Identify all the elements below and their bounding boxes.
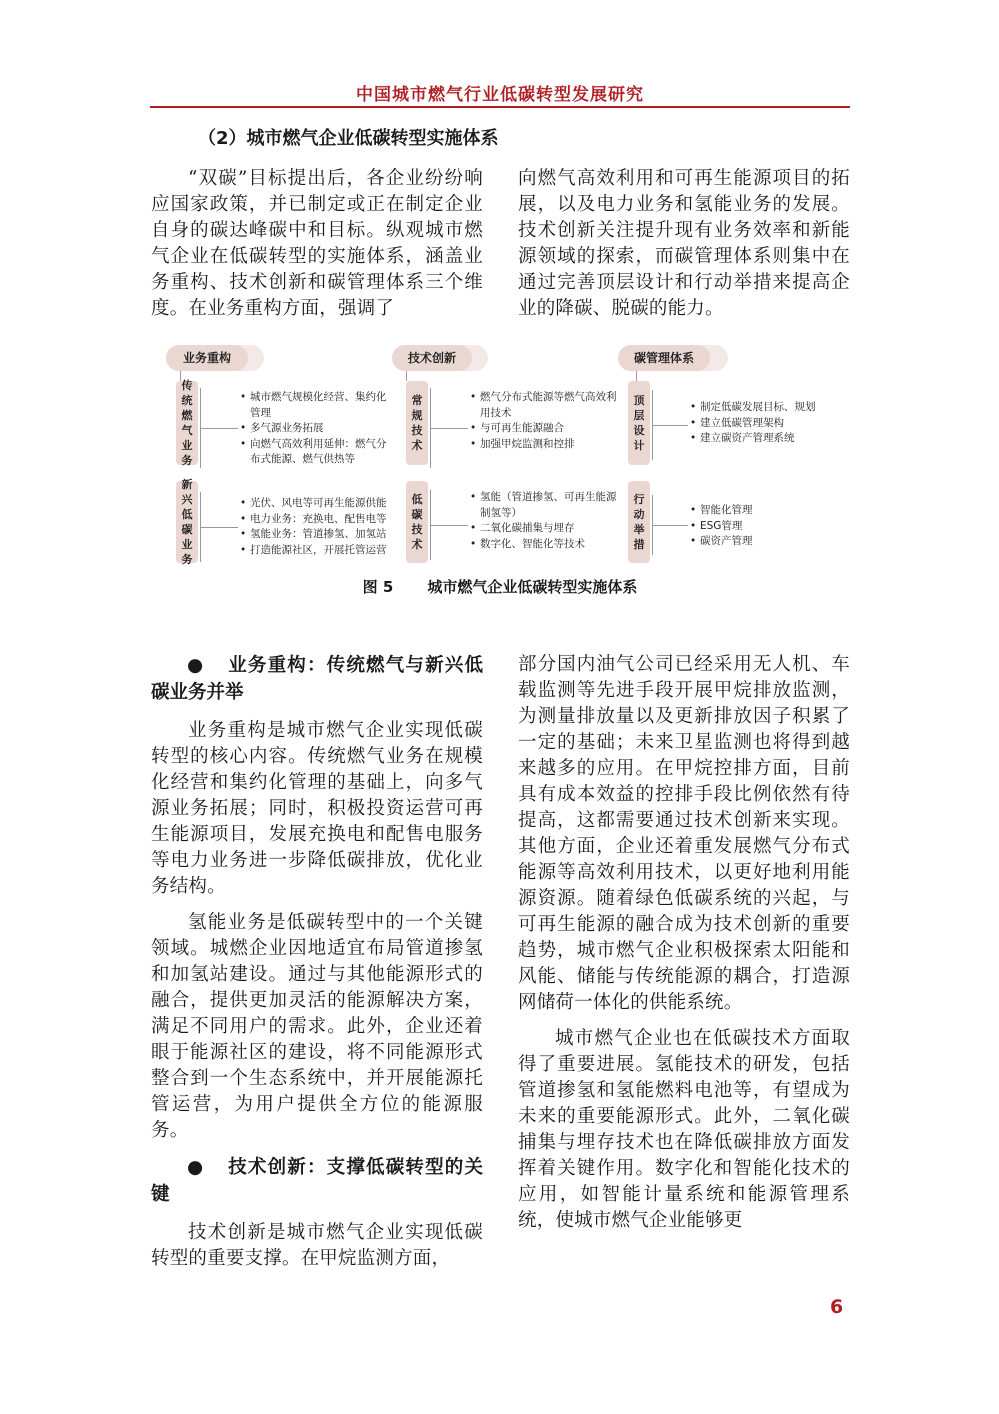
group-label-traditional: 传统燃气业务 <box>176 381 198 465</box>
intro-left-column <box>151 166 483 332</box>
body-paragraph: 氢能业务是低碳转型中的一个关键领域。城燃企业因地适宜布局管道掺氢和加氢站建设。通过与其他能源形式的融合，提供更加灵活的能源解决方案，满足不同用户的需求。此外，企业还着眼于能源社区的建设，将不同能源形式整合到一个生态系统中，并开展能源托管运营，为用户提供全方位的能源服务。 <box>151 912 483 1141</box>
list-traditional <box>240 390 390 468</box>
group-label-actions: 行动举措 <box>628 481 650 563</box>
connector <box>200 428 238 429</box>
connector <box>430 525 468 526</box>
connector <box>652 425 688 426</box>
list-item: • 城市燃气规模化经营、集约化管理 <box>240 390 390 421</box>
list-item: • 碳资产管理 <box>690 534 840 550</box>
body-right-column <box>518 652 850 1244</box>
list-item: • 光伏、风电等可再生能源供能 <box>240 496 400 512</box>
page-number: 6 <box>830 1296 844 1318</box>
implementation-system-diagram <box>166 340 856 570</box>
list-item: • 打造能源社区，开展托管运营 <box>240 543 400 559</box>
group-label-top-design: 顶层设计 <box>628 381 650 465</box>
list-item: • 二氧化碳捕集与埋存 <box>470 521 620 537</box>
connector <box>636 371 637 381</box>
column-title-business: 业务重构 <box>166 345 248 371</box>
bullet-heading-text: 技术创新：支撑低碳转型的关键 <box>151 1157 483 1205</box>
body-paragraph: 业务重构是城市燃气企业实现低碳转型的核心内容。传统燃气业务在规模化经营和集约化管理的基础上，向多气源业务拓展；同时，积极投资运营可再生能源项目，发展充换电和配售电服务等电力业务进一步降低碳排放，优化业务结构。 <box>151 720 483 897</box>
figure-number: 图 5 <box>362 578 394 596</box>
column-title-carbon-mgmt: 碳管理体系 <box>618 345 710 371</box>
list-item: • 氢能（管道掺氢、可再生能源制氢等） <box>470 490 620 521</box>
list-item: • 电力业务：充换电、配售电等 <box>240 512 400 528</box>
header-divider <box>150 106 850 108</box>
section-heading: （2）城市燃气企业低碳转型实施体系 <box>198 128 499 149</box>
list-item: • ESG管理 <box>690 519 840 535</box>
list-item: • 向燃气高效利用延伸：燃气分布式能源、燃气供热等 <box>240 437 390 468</box>
list-item: • 制定低碳发展目标、规划 <box>690 400 840 416</box>
bullet-heading-business <box>151 652 483 706</box>
running-header: 中国城市燃气行业低碳转型发展研究 <box>356 85 644 105</box>
group-label-conventional: 常规技术 <box>406 381 428 465</box>
list-conventional <box>470 390 620 452</box>
connector <box>406 371 407 381</box>
figure-caption <box>150 576 850 597</box>
list-item: • 多气源业务拓展 <box>240 421 390 437</box>
list-top-design <box>690 400 840 447</box>
body-left-column <box>151 652 483 1282</box>
bullet-icon: ● <box>187 655 204 676</box>
list-item: • 氢能业务：管道掺氢、加氢站 <box>240 527 400 543</box>
group-label-emerging: 新兴低碳业务 <box>176 481 198 563</box>
list-item: • 智能化管理 <box>690 503 840 519</box>
intro-paragraph-right: 向燃气高效利用和可再生能源项目的拓展，以及电力业务和氢能业务的发展。技术创新关注提升现有业务效率和新能源领域的探索，而碳管理体系则集中在通过完善顶层设计和行动举措来提高企业的降碳、脱碳的能力。 <box>518 168 850 319</box>
bullet-heading-text: 业务重构：传统燃气与新兴低碳业务并举 <box>151 655 483 703</box>
list-item: • 建立低碳管理架构 <box>690 416 840 432</box>
bullet-heading-tech <box>151 1154 483 1208</box>
connector <box>652 525 688 526</box>
intro-paragraph-left: “双碳”目标提出后，各企业纷纷响应国家政策，并已制定或正在制定企业自身的碳达峰碳中和目标。纵观城市燃气企业在低碳转型的实施体系，涵盖业务重构、技术创新和碳管理体系三个维度。在业务重构方面，强调了 <box>151 168 483 319</box>
group-label-lowcarbon: 低碳技术 <box>406 481 428 563</box>
list-item: • 加强甲烷监测和控排 <box>470 437 620 453</box>
body-paragraph: 城市燃气企业也在低碳技术方面取得了重要进展。氢能技术的研发，包括管道掺氢和氢能燃料电池等，有望成为未来的重要能源形式。此外，二氧化碳捕集与埋存技术也在降低碳排放方面发挥着关键作用。数字化和智能化技术的应用，如智能计量系统和能源管理系统，使城市燃气企业能够更 <box>518 1028 850 1231</box>
list-actions <box>690 503 840 550</box>
list-lowcarbon <box>470 490 620 552</box>
intro-right-column <box>518 166 850 332</box>
bullet-icon: ● <box>187 1157 204 1178</box>
connector <box>200 527 238 528</box>
list-item: • 燃气分布式能源等燃气高效利用技术 <box>470 390 620 421</box>
list-item: • 建立碳资产管理系统 <box>690 431 840 447</box>
body-paragraph: 部分国内油气公司已经采用无人机、车载监测等先进手段开展甲烷排放监测，为测量排放量以及更新排放因子积累了一定的基础；未来卫星监测也将得到越来越多的应用。在甲烷控排方面，目前具有成本效益的控排手段比例依然有待提高，这都需要通过技术创新来实现。其他方面，企业还着重发展燃气分布式能源等高效利用技术，以更好地利用能源资源。随着绿色低碳系统的兴起，与可再生能源的融合成为技术创新的重要趋势，城市燃气企业积极探索太阳能和风能、储能与传统能源的耦合，打造源网储荷一体化的供能系统。 <box>518 654 850 1013</box>
list-item: • 数字化、智能化等技术 <box>470 537 620 553</box>
figure-caption-text: 城市燃气企业低碳转型实施体系 <box>427 578 638 596</box>
list-emerging <box>240 496 400 558</box>
list-item: • 与可再生能源融合 <box>470 421 620 437</box>
connector <box>430 428 468 429</box>
column-title-tech: 技术创新 <box>392 345 472 371</box>
body-paragraph: 技术创新是城市燃气企业实现低碳转型的重要支撑。在甲烷监测方面， <box>151 1222 483 1269</box>
